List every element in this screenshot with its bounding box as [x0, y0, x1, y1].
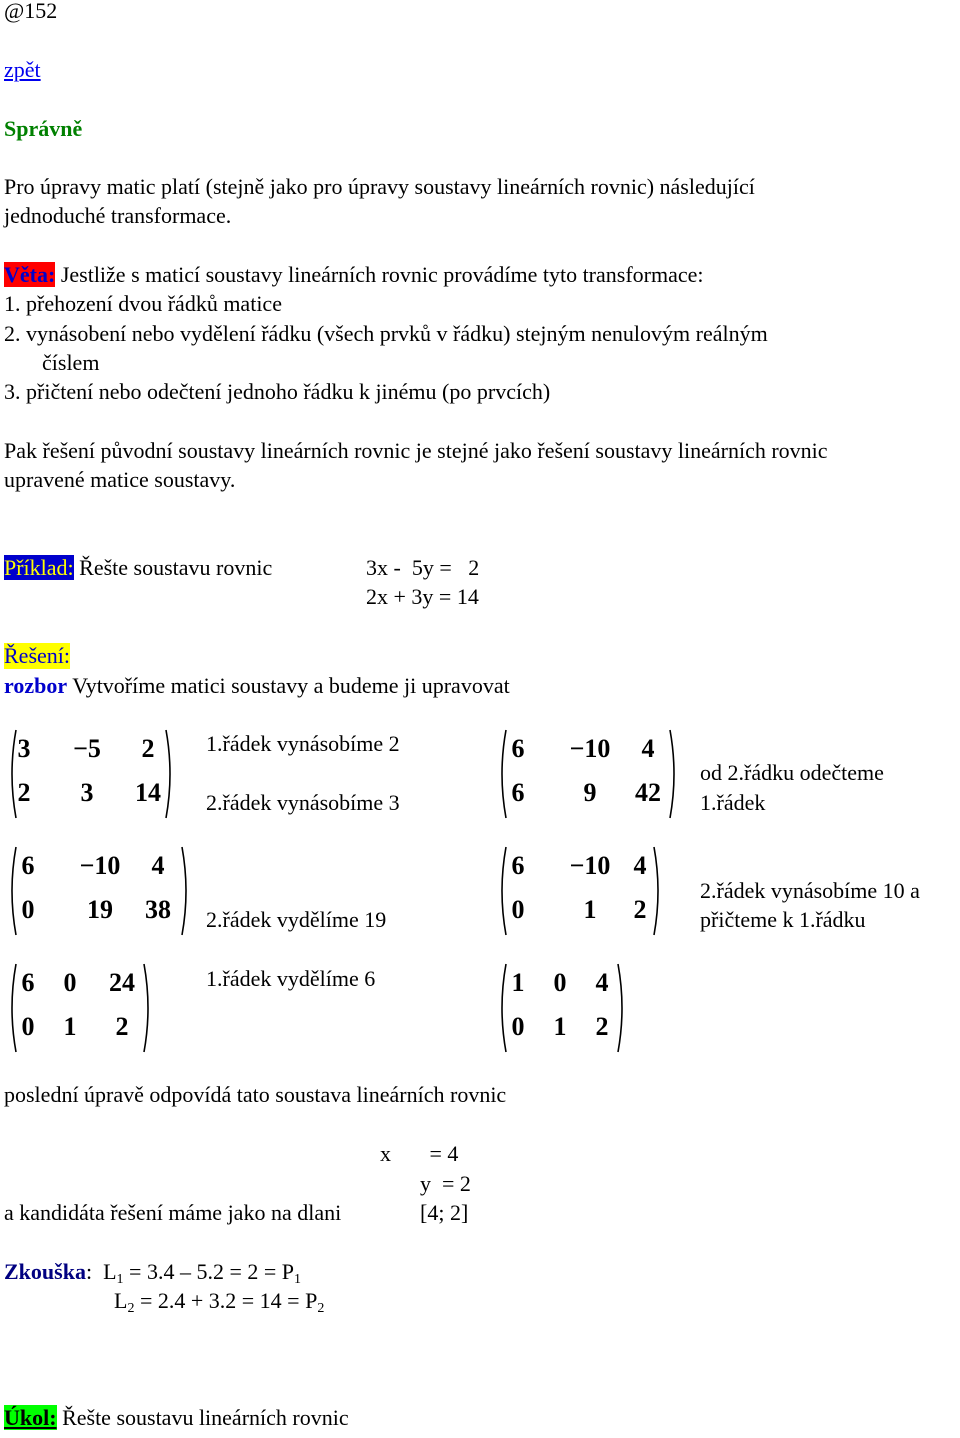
matrix-cell: 14 [135, 778, 161, 807]
matrix-2 [496, 728, 680, 820]
matrix-cell: 19 [87, 895, 113, 924]
solution-text: Vytvoříme matici soustavy a budeme ji upravovat [67, 673, 510, 698]
rozbor-label: rozbor [4, 673, 68, 698]
matrix-cell: 1 [511, 968, 525, 997]
matrix-cell: 4 [595, 968, 609, 997]
matrix-cell: 2 [141, 734, 155, 763]
matrix-cell: 6 [511, 734, 525, 763]
check-p1-sub: 1 [294, 1272, 301, 1287]
matrix-cell: 1 [553, 1012, 567, 1041]
matrix-3 [6, 845, 192, 937]
step-1a: 1.řádek vynásobíme 2 [206, 731, 400, 756]
conclusion-line-1: Pak řešení původní soustavy lineárních rovnic je stejné jako řešení soustavy lineárních rovnic [4, 438, 828, 463]
matrix-cell: 4 [151, 851, 165, 880]
check-p2-sub: 2 [317, 1301, 325, 1316]
matrix-cell: 3 [17, 734, 31, 763]
check-l2: L [114, 1288, 128, 1313]
task-line [4, 1405, 349, 1431]
matrix-cell: 0 [21, 1012, 35, 1041]
step-1b: 2.řádek vynásobíme 3 [206, 790, 400, 815]
check-l2-expr: = 2.4 + 3.2 = 14 = P [134, 1288, 318, 1313]
example-label: Příklad: [4, 555, 74, 580]
page-id: @152 [4, 0, 58, 23]
step-4a: 2.řádek vynásobíme 10 a [700, 878, 920, 903]
step-3: 2.řádek vydělíme 19 [206, 907, 387, 932]
matrix-cell: 0 [21, 895, 35, 924]
theorem-item-2: 2. vynásobení nebo vydělení řádku (všech prvků v řádku) stejným nenulovým reálným [4, 321, 768, 346]
matrix-cell: 2 [595, 1012, 609, 1041]
matrix-cell: 0 [511, 895, 525, 924]
matrix-5 [6, 962, 154, 1054]
matrix-cell: 0 [553, 968, 567, 997]
step-4b: přičteme k 1.řádku [700, 907, 866, 932]
solution-pair: [4; 2] [420, 1200, 469, 1225]
matrix-cell: −10 [569, 734, 611, 763]
check-l1-expr: = 3.4 – 5.2 = 2 = P [123, 1259, 294, 1284]
matrix-cell: 3 [80, 778, 94, 807]
matrix-cell: 6 [21, 968, 35, 997]
final-y-eq: y = 2 [420, 1171, 471, 1196]
example-line [4, 555, 272, 581]
matrix-cell: 1 [63, 1012, 77, 1041]
matrix-cell: −10 [79, 851, 121, 880]
matrix-cell: 2 [633, 895, 647, 924]
example-eq-1: 3x - 5y = 2 [366, 555, 480, 580]
matrix-cell: 6 [511, 851, 525, 880]
candidate-text: a kandidáta řešení máme jako na dlani [4, 1200, 342, 1225]
step-5: 1.řádek vydělíme 6 [206, 966, 376, 991]
matrix-cell: 4 [633, 851, 647, 880]
intro-line-1: Pro úpravy matic platí (stejně jako pro úpravy soustavy lineárních rovnic) následující [4, 174, 755, 199]
intro-line-2: jednoduché transformace. [4, 203, 232, 228]
theorem-text: Jestliže s maticí soustavy lineárních rovnic provádíme tyto transformace: [55, 262, 704, 287]
check-l2-sub: 2 [127, 1301, 135, 1316]
back-link[interactable]: zpět [4, 57, 41, 82]
theorem-item-3: 3. přičtení nebo odečtení jednoho řádku k jinému (po prvcích) [4, 379, 551, 404]
matrix-6 [496, 962, 628, 1054]
check-l1-sub: 1 [116, 1272, 124, 1287]
theorem-line [4, 262, 704, 288]
solution-label: Řešení: [4, 643, 70, 668]
check-label: Zkouška [4, 1259, 86, 1284]
conclusion-line-2: upravené matice soustavy. [4, 467, 236, 492]
step-2b: 1.řádek [700, 790, 766, 815]
matrix-cell: 24 [109, 968, 135, 997]
check-l1: L [103, 1259, 117, 1284]
theorem-item-1: 1. přehození dvou řádků matice [4, 291, 282, 316]
task-text: Řešte soustavu lineárních rovnic [56, 1405, 349, 1430]
matrix-cell: 42 [635, 778, 661, 807]
matrix-cell: 9 [583, 778, 597, 807]
step-2a: od 2.řádku odečteme [700, 760, 884, 785]
check-line-1: Zkouška: $L_1 = 3.4 - 5.2 = 2 = P_1$ [4, 1259, 301, 1287]
matrix-cell: −10 [569, 851, 611, 880]
check-line-2 [114, 1288, 324, 1314]
theorem-item-2-cont: číslem [42, 350, 100, 375]
matrix-cell: 4 [641, 734, 655, 763]
example-eq-2: 2x + 3y = 14 [366, 584, 479, 609]
matrix-1 [6, 728, 176, 820]
matrix-cell: 0 [511, 1012, 525, 1041]
theorem-label: Věta: [4, 262, 56, 287]
matrix-cell: 2 [17, 778, 31, 807]
matrix-cell: 6 [21, 851, 35, 880]
final-x-eq: x = 4 [380, 1141, 459, 1166]
matrix-cell: 2 [115, 1012, 129, 1041]
matrix-cell: −5 [73, 734, 101, 763]
task-label: Úkol: [4, 1405, 57, 1430]
matrix-cell: 6 [511, 778, 525, 807]
matrix-cell: 1 [583, 895, 597, 924]
final-text: poslední úpravě odpovídá tato soustava lineárních rovnic [4, 1082, 507, 1107]
result-label: Správně [4, 116, 83, 141]
matrix-4 [496, 845, 664, 937]
matrix-cell: 38 [145, 895, 171, 924]
solution-line [4, 673, 510, 699]
matrix-cell: 0 [63, 968, 77, 997]
example-text: Řešte soustavu rovnic [73, 555, 273, 580]
